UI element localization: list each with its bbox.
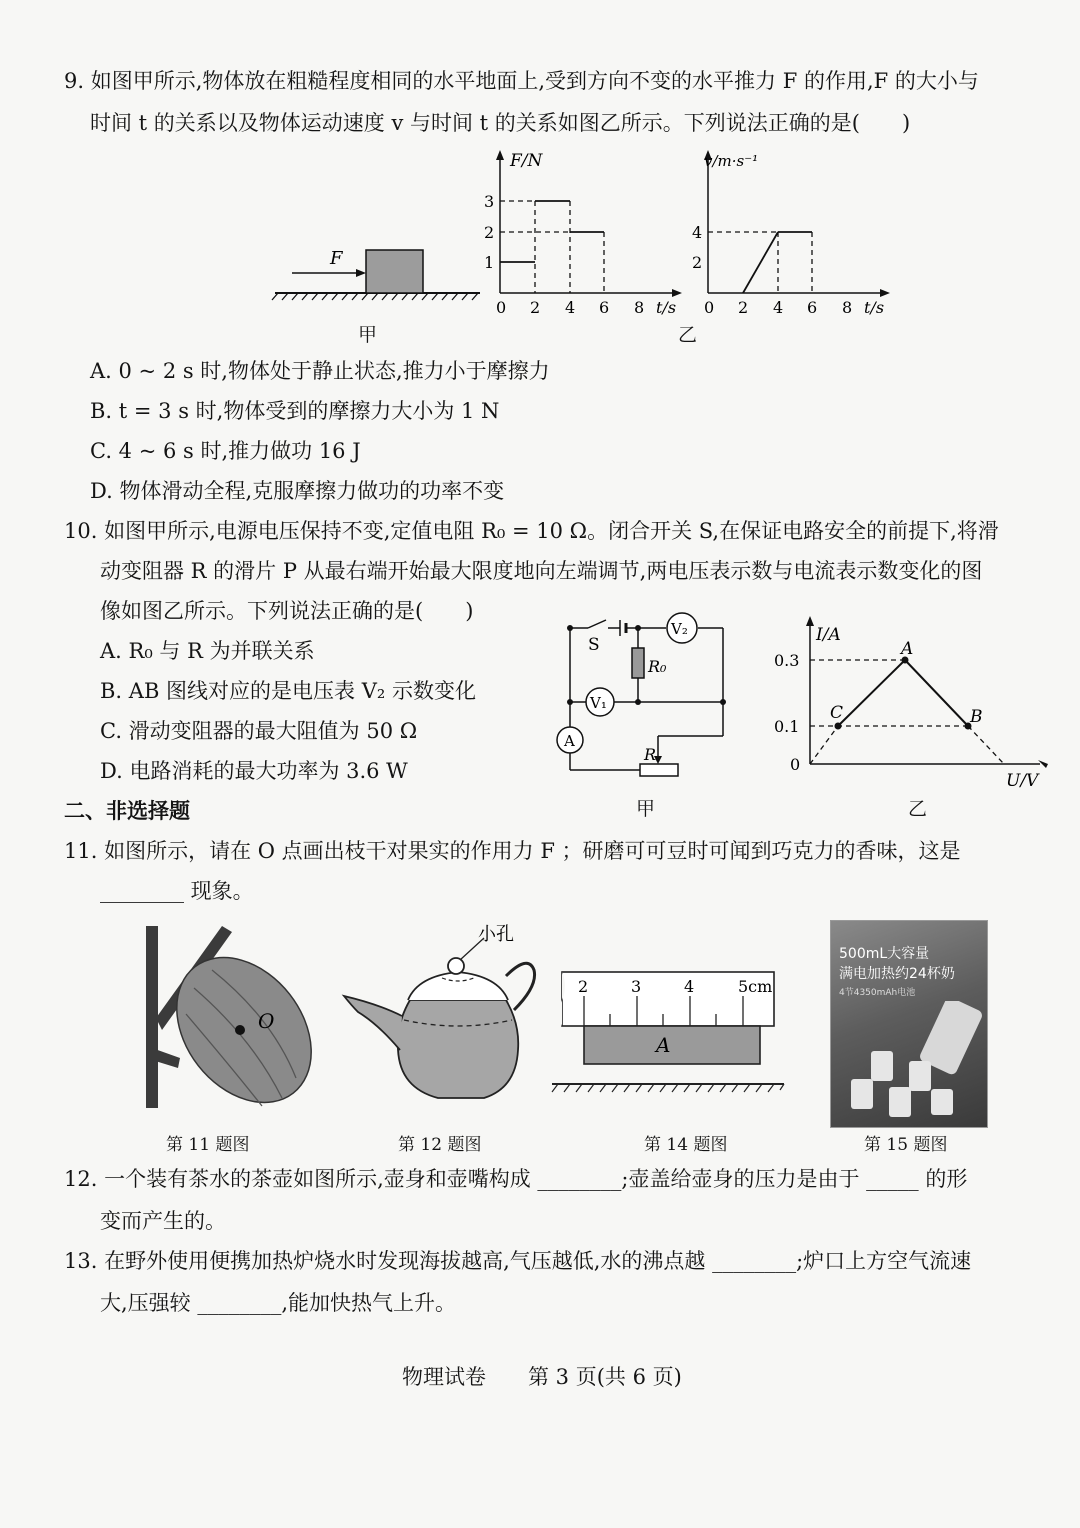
- figure-11-caption: 第 11 题图: [166, 1135, 250, 1155]
- hole-label: 小孔: [478, 924, 514, 945]
- q9-option-b: B. t = 3 s 时,物体受到的摩擦力大小为 1 N: [90, 399, 500, 423]
- rheostat-label: R: [644, 745, 657, 764]
- ruler-figure: [548, 966, 788, 1106]
- q9-fig-jia-label: 甲: [358, 324, 378, 346]
- iu-ytick-03: 0.3: [774, 651, 800, 670]
- q10-option-b: B. AB 图线对应的是电压表 V₂ 示数变化: [100, 679, 476, 703]
- block: [366, 250, 423, 293]
- q10-fig-jia-label: 甲: [636, 798, 656, 820]
- r0-label: R₀: [648, 657, 667, 676]
- f-xtick-8: 8: [634, 298, 645, 317]
- q11-line1: 11. 如图所示，请在 O 点画出枝干对果实的作用力 F ；研磨可可豆时可闻到巧克力的香味，这是: [64, 839, 961, 863]
- switch-label: S: [588, 635, 600, 655]
- q9-fig-yi-label: 乙: [678, 324, 698, 346]
- block-a: [584, 1026, 760, 1064]
- page-footer: 物理试卷 第 3 页(共 6 页): [402, 1365, 682, 1389]
- v2-label: V₂: [671, 620, 688, 638]
- ruler-tick-4: 4: [684, 977, 695, 996]
- block-label: A: [656, 1033, 671, 1057]
- q10-line3: 像如图乙所示。下列说法正确的是( ): [100, 599, 474, 623]
- q10-line1: 10. 如图甲所示,电源电压保持不变,定值电阻 R₀ = 10 Ω。闭合开关 S,在保证电路安全的前提下,将滑: [64, 519, 999, 543]
- current-voltage-graph: [770, 612, 1060, 792]
- f-xtick-6: 6: [599, 298, 610, 317]
- v1-label: V₁: [590, 694, 607, 712]
- v-xtick-8: 8: [842, 298, 853, 317]
- f-xtick-0: 0: [496, 298, 507, 317]
- product-photo: [830, 920, 988, 1128]
- q9-line1: 9. 如图甲所示,物体放在粗糙程度相同的水平地面上,受到方向不变的水平推力 F 的作用,F 的大小与: [64, 69, 979, 93]
- f-xtick-2: 2: [530, 298, 541, 317]
- v-graph-xlabel: t/s: [864, 298, 885, 317]
- cocoa-pod-figure: [132, 918, 332, 1118]
- q13-line2: 大,压强较 ________,能加快热气上升。: [100, 1291, 457, 1315]
- f-ytick-2: 2: [484, 223, 495, 242]
- f-xtick-4: 4: [565, 298, 576, 317]
- figure-14-caption: 第 14 题图: [644, 1135, 728, 1155]
- velocity-time-graph: [688, 148, 893, 323]
- v-xtick-2: 2: [738, 298, 749, 317]
- photo-text-3: 4节4350mAh电池: [839, 988, 916, 998]
- q9-option-d: D. 物体滑动全程,克服摩擦力做功的功率不变: [90, 479, 505, 503]
- photo-text-1: 500mL大容量: [839, 946, 930, 962]
- point-b-label: B: [970, 707, 983, 727]
- q10-option-a: A. R₀ 与 R 为并联关系: [100, 639, 315, 663]
- q9-option-a: A. 0 ~ 2 s 时,物体处于静止状态,推力小于摩擦力: [90, 359, 550, 383]
- circuit-diagram: [548, 610, 748, 790]
- figure-12-caption: 第 12 题图: [398, 1135, 482, 1155]
- f-graph-ylabel: F/N: [510, 151, 543, 171]
- ammeter-label: A: [564, 732, 575, 750]
- photo-text-2: 满电加热约24杯奶: [839, 966, 955, 982]
- q10-option-d: D. 电路消耗的最大功率为 3.6 W: [100, 759, 408, 783]
- q11-line2: ________ 现象。: [100, 879, 254, 903]
- teapot-figure: [338, 920, 548, 1120]
- v-xtick-0: 0: [704, 298, 715, 317]
- q10-line2: 动变阻器 R 的滑片 P 从最右端开始最大限度地向左端调节,两电压表示数与电流表示数变化的图: [100, 559, 983, 583]
- point-o-label: O: [258, 1009, 275, 1033]
- force-label: F: [330, 248, 343, 269]
- v-ytick-4: 4: [692, 223, 703, 242]
- force-time-graph: [480, 148, 685, 323]
- iu-ytick-01: 0.1: [774, 717, 800, 736]
- iu-graph-ylabel: I/A: [816, 625, 841, 645]
- q9-line2: 时间 t 的关系以及物体运动速度 v 与时间 t 的关系如图乙所示。下列说法正确的是( ): [90, 111, 911, 135]
- f-ytick-1: 1: [484, 253, 495, 272]
- ruler-tick-5: 5cm: [738, 977, 773, 996]
- q9-option-c: C. 4 ~ 6 s 时,推力做功 16 J: [90, 439, 361, 463]
- v-graph-ylabel: v/m·s⁻¹: [704, 152, 759, 170]
- iu-origin: 0: [790, 755, 801, 774]
- kettle-and-cups-illustration: [831, 1001, 987, 1127]
- q10-option-c: C. 滑动变阻器的最大阻值为 50 Ω: [100, 719, 418, 743]
- ruler-tick-3: 3: [631, 977, 642, 996]
- f-ytick-3: 3: [484, 192, 495, 211]
- q13-line1: 13. 在野外使用便携加热炉烧水时发现海拔越高,气压越低,水的沸点越 ________;炉口上方空气流速: [64, 1249, 972, 1273]
- figure-15-caption: 第 15 题图: [864, 1135, 948, 1155]
- f-graph-xlabel: t/s: [656, 298, 677, 317]
- point-a-label: A: [901, 639, 914, 659]
- q12-line1: 12. 一个装有茶水的茶壶如图所示,壶身和壶嘴构成 ________;壶盖给壶身的压力是由于 _____ 的形: [64, 1167, 968, 1191]
- section-title: 二、非选择题: [64, 798, 190, 823]
- q10-fig-yi-label: 乙: [908, 798, 928, 820]
- ruler-tick-2: 2: [578, 977, 589, 996]
- q12-line2: 变而产生的。: [100, 1209, 226, 1233]
- v-xtick-4: 4: [773, 298, 784, 317]
- q9-block-figure: [270, 240, 490, 350]
- iu-graph-xlabel: U/V: [1006, 771, 1039, 791]
- v-xtick-6: 6: [807, 298, 818, 317]
- point-c-label: C: [830, 703, 844, 723]
- v-ytick-2: 2: [692, 253, 703, 272]
